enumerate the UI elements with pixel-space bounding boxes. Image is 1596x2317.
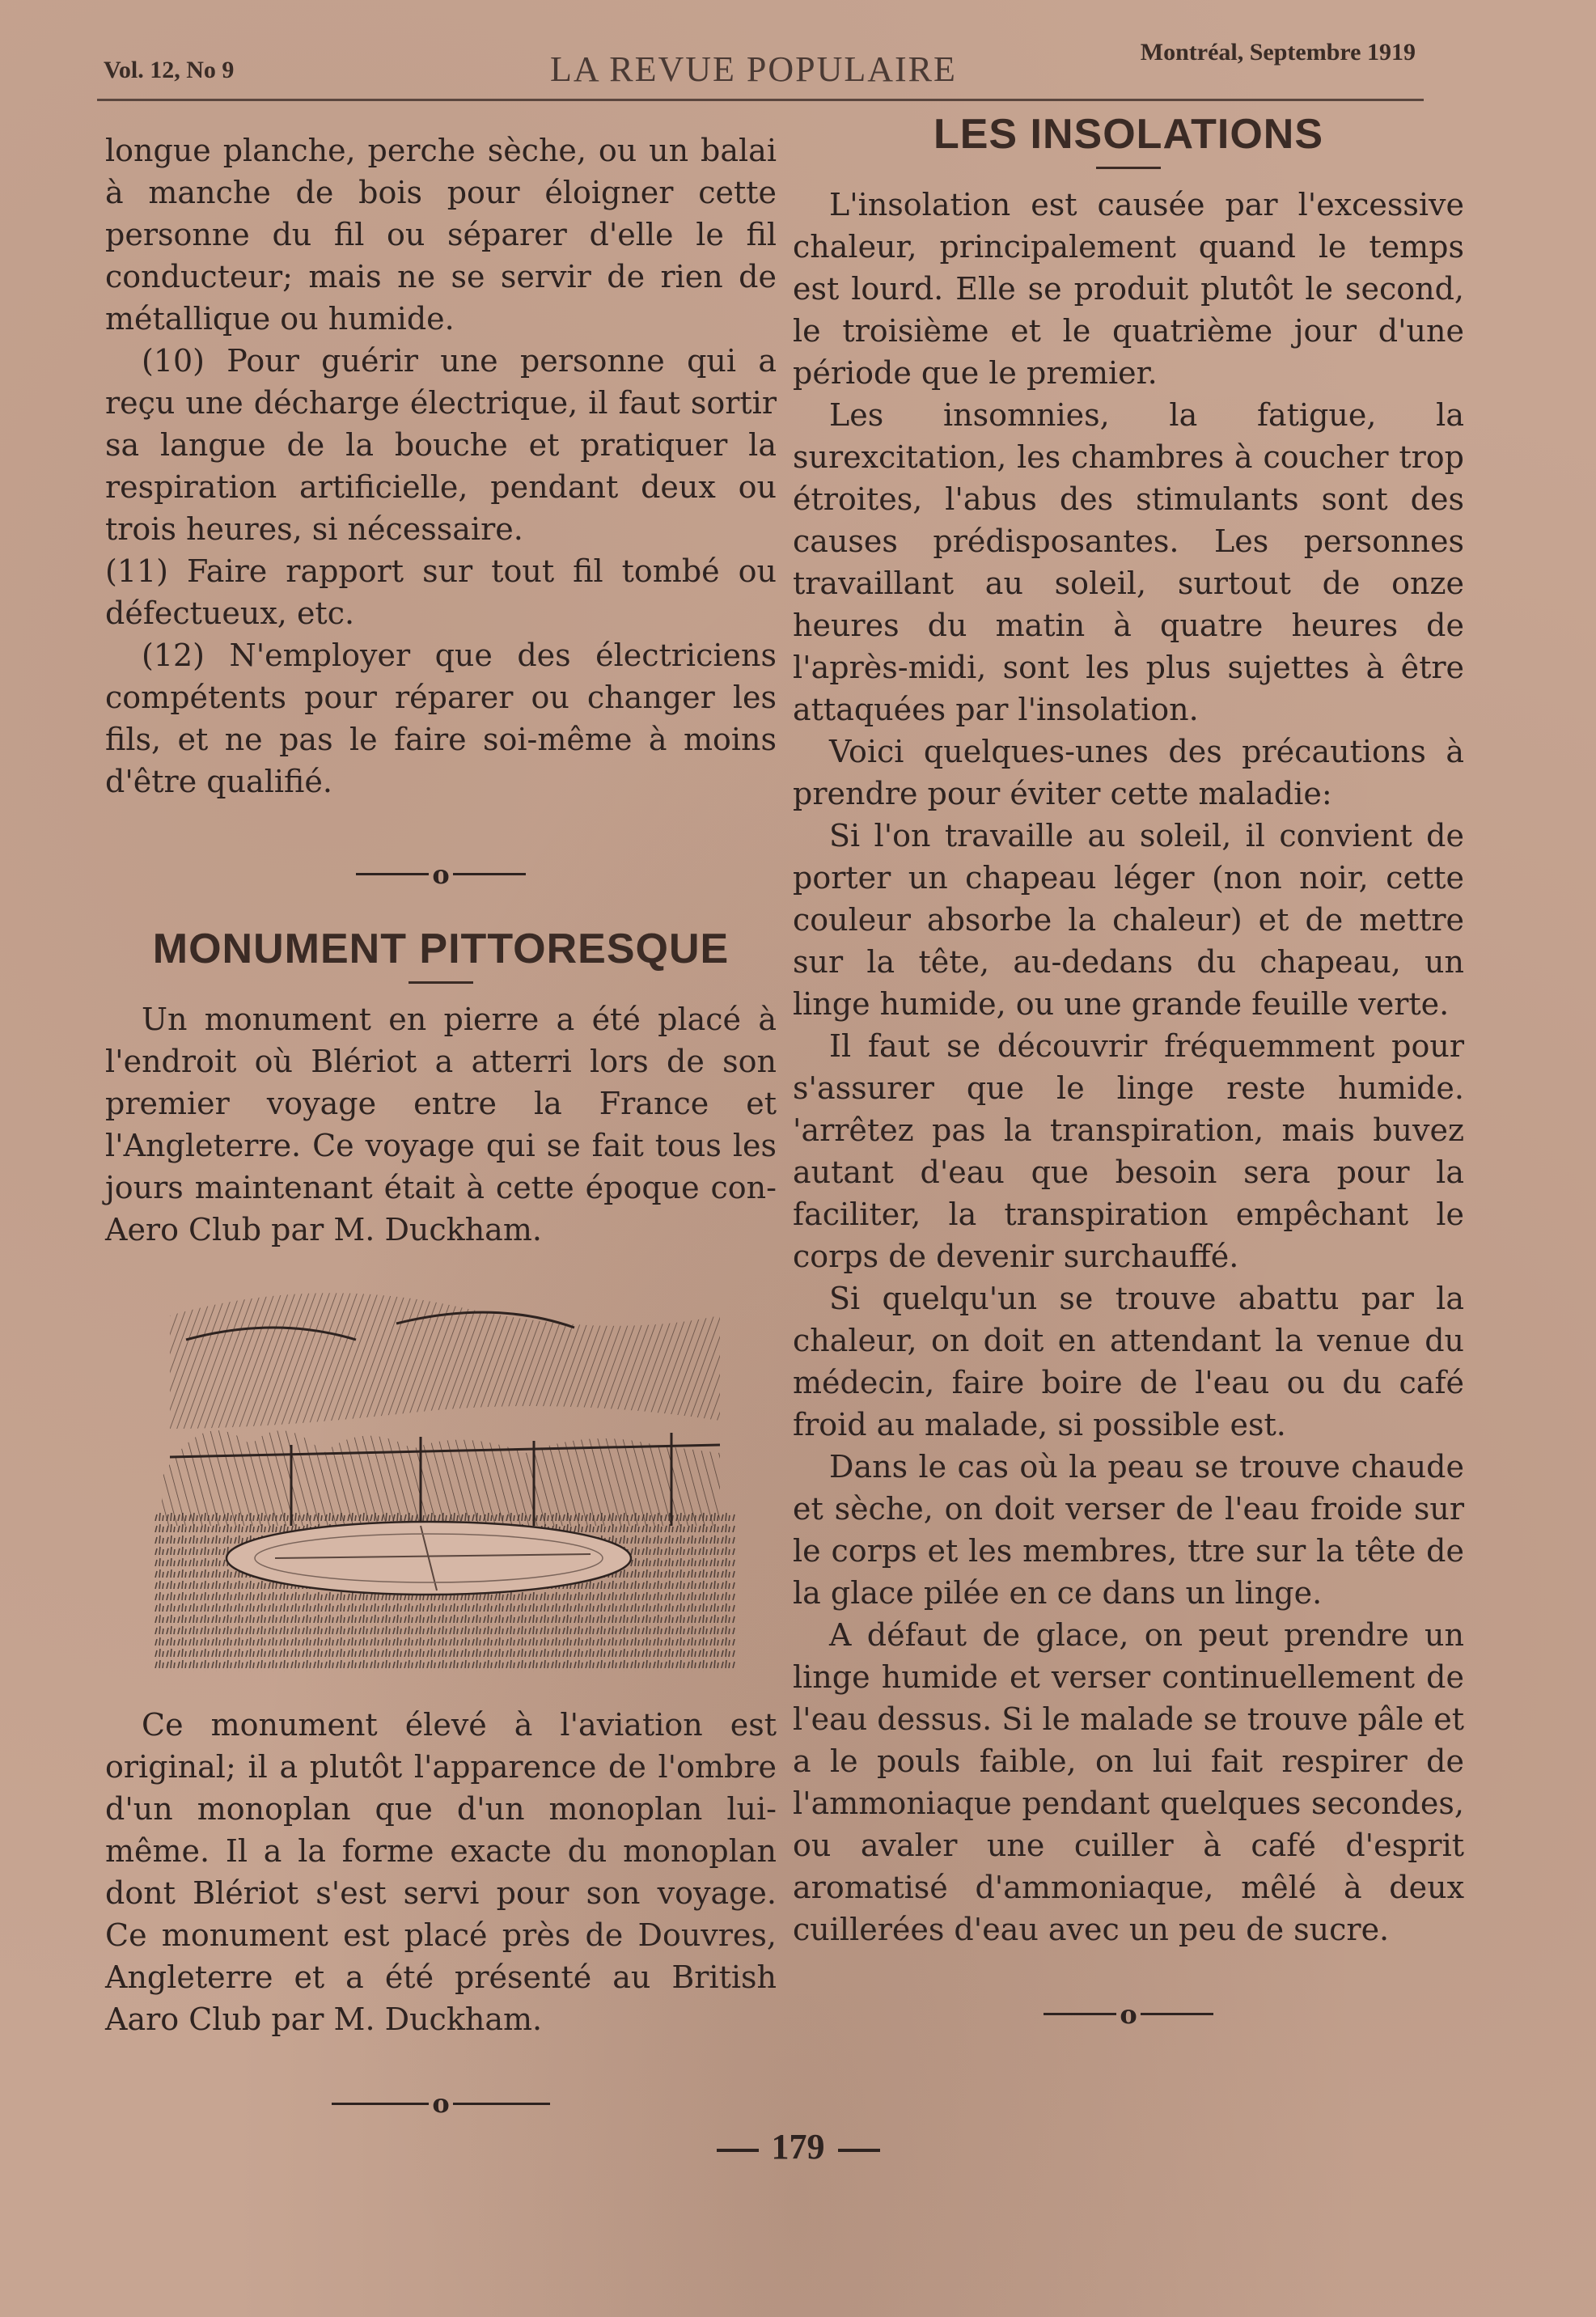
title-underbar [1096, 167, 1161, 169]
right-column [793, 113, 1464, 2060]
article-title-insolations: LES INSOLATIONS [933, 111, 1324, 158]
section-separator: o [793, 1991, 1464, 2035]
monument-illustration [154, 1283, 736, 1671]
monument-engraving [154, 1283, 736, 1671]
continued-paragraph: (11) Faire rapport sur tout fil tombé ou défectueux, etc. [105, 553, 777, 631]
article-paragraph: Il faut se découvrir fréquemment pour s'assurer que le linge reste humide. 'arrêtez pas la transpiration, mais buvez autant d'eau que besoin sera pour la faciliter, la transpiration empêchant le corps de devenir surchauffé. [793, 1028, 1464, 1274]
section-separator: o [105, 2081, 777, 2125]
section-separator: o [105, 851, 777, 896]
header-rule [97, 99, 1424, 101]
article-paragraph: A défaut de glace, on peut prendre un linge humide et verser continuellement de l'eau dessus. Si le malade se trouve pâle et a le pouls faible, on lui fait respirer de l'ammoniaque pendant quelques secondes, ou avaler une cuiller à café d'esprit aromatisé d'ammoniaque, mêlé à deux cuillerées d'eau avec un peu de sucre. [793, 1617, 1464, 1947]
article-title-monument: MONUMENT PITTORESQUE [152, 925, 730, 972]
article-paragraph: Ce monument élevé à l'aviation est original; il a plutôt l'apparence de l'ombre d'un monoplan que d'un monoplan lui-même. Il a la forme exacte du monoplan dont Blériot s'est servi pour son voyage. Ce monument est placé près de Douvres, Angleterre et a été présenté au British Aaro Club par M. Duckham. [105, 1706, 777, 2037]
volume-number: Vol. 12, No 9 [104, 57, 235, 83]
article-paragraph: L'insolation est causée par l'excessive chaleur, principalement quand le temps est lourd. Elle se produit plutôt le second, le troisième et le quatrième jour d'une période que le premier. [793, 187, 1464, 391]
article-paragraph: Voici quelques-unes des précautions à prendre pour éviter cette maladie: [793, 734, 1464, 811]
page-number: 179 [0, 2126, 1596, 2167]
article-paragraph: Un monument en pierre a été placé à l'endroit où Blériot a atterri lors de son premier voyage entre la France et l'Angleterre. Ce voyage qui se fait tous les jours maintenant était à cette époque con- Aero Club par M. Duckham. [105, 1001, 777, 1247]
article-paragraph: Si l'on travaille au soleil, il convient de porter un chapeau léger (non noir, cette couleur absorbe la chaleur) et de mettre sur la tête, au-dedans du chapeau, un linge humide, ou une grande feuille verte. [793, 818, 1464, 1022]
continued-paragraph: longue planche, perche sèche, ou un balai à manche de bois pour éloigner cette personne du fil ou séparer d'elle le fil conducteur; mais ne se servir de rien de métallique ou humide. [105, 133, 777, 337]
title-underbar [409, 981, 473, 984]
place-date: Montréal, Septembre 1919 [1140, 39, 1416, 66]
article-paragraph: Les insomnies, la fatigue, la surexcitation, les chambres à coucher trop étroites, l'abus des stimulants sont des causes prédisposantes. Les personnes travaillant au soleil, surtout de onze heures du matin à quatre heures de l'après-midi, sont les plus sujettes à être attaquées par l'insolation. [793, 397, 1464, 727]
article-paragraph: Si quelqu'un se trouve abattu par la chaleur, on doit en attendant la venue du médecin, faire boire de l'eau ou du café froid au malade, si possible est. [793, 1281, 1464, 1442]
page-header [97, 39, 1472, 104]
continued-paragraph: (10) Pour guérir une personne qui a reçu une décharge électrique, il faut sortir sa langue de la bouche et pratiquer la respiration artificielle, pendant deux ou trois heures, si nécessaire. [105, 343, 777, 547]
left-column [105, 129, 777, 2149]
continued-paragraph: (12) N'employer que des électriciens compétents pour réparer ou changer les fils, et ne pas le faire soi-même à moins d'être qualifié. [105, 637, 777, 799]
magazine-title: LA REVUE POPULAIRE [550, 49, 957, 89]
article-paragraph: Dans le cas où la peau se trouve chaude et sèche, on doit verser de l'eau froide sur le corps et les membres, ttre sur la tête de la glace pilée en ce dans un linge. [793, 1449, 1464, 1611]
